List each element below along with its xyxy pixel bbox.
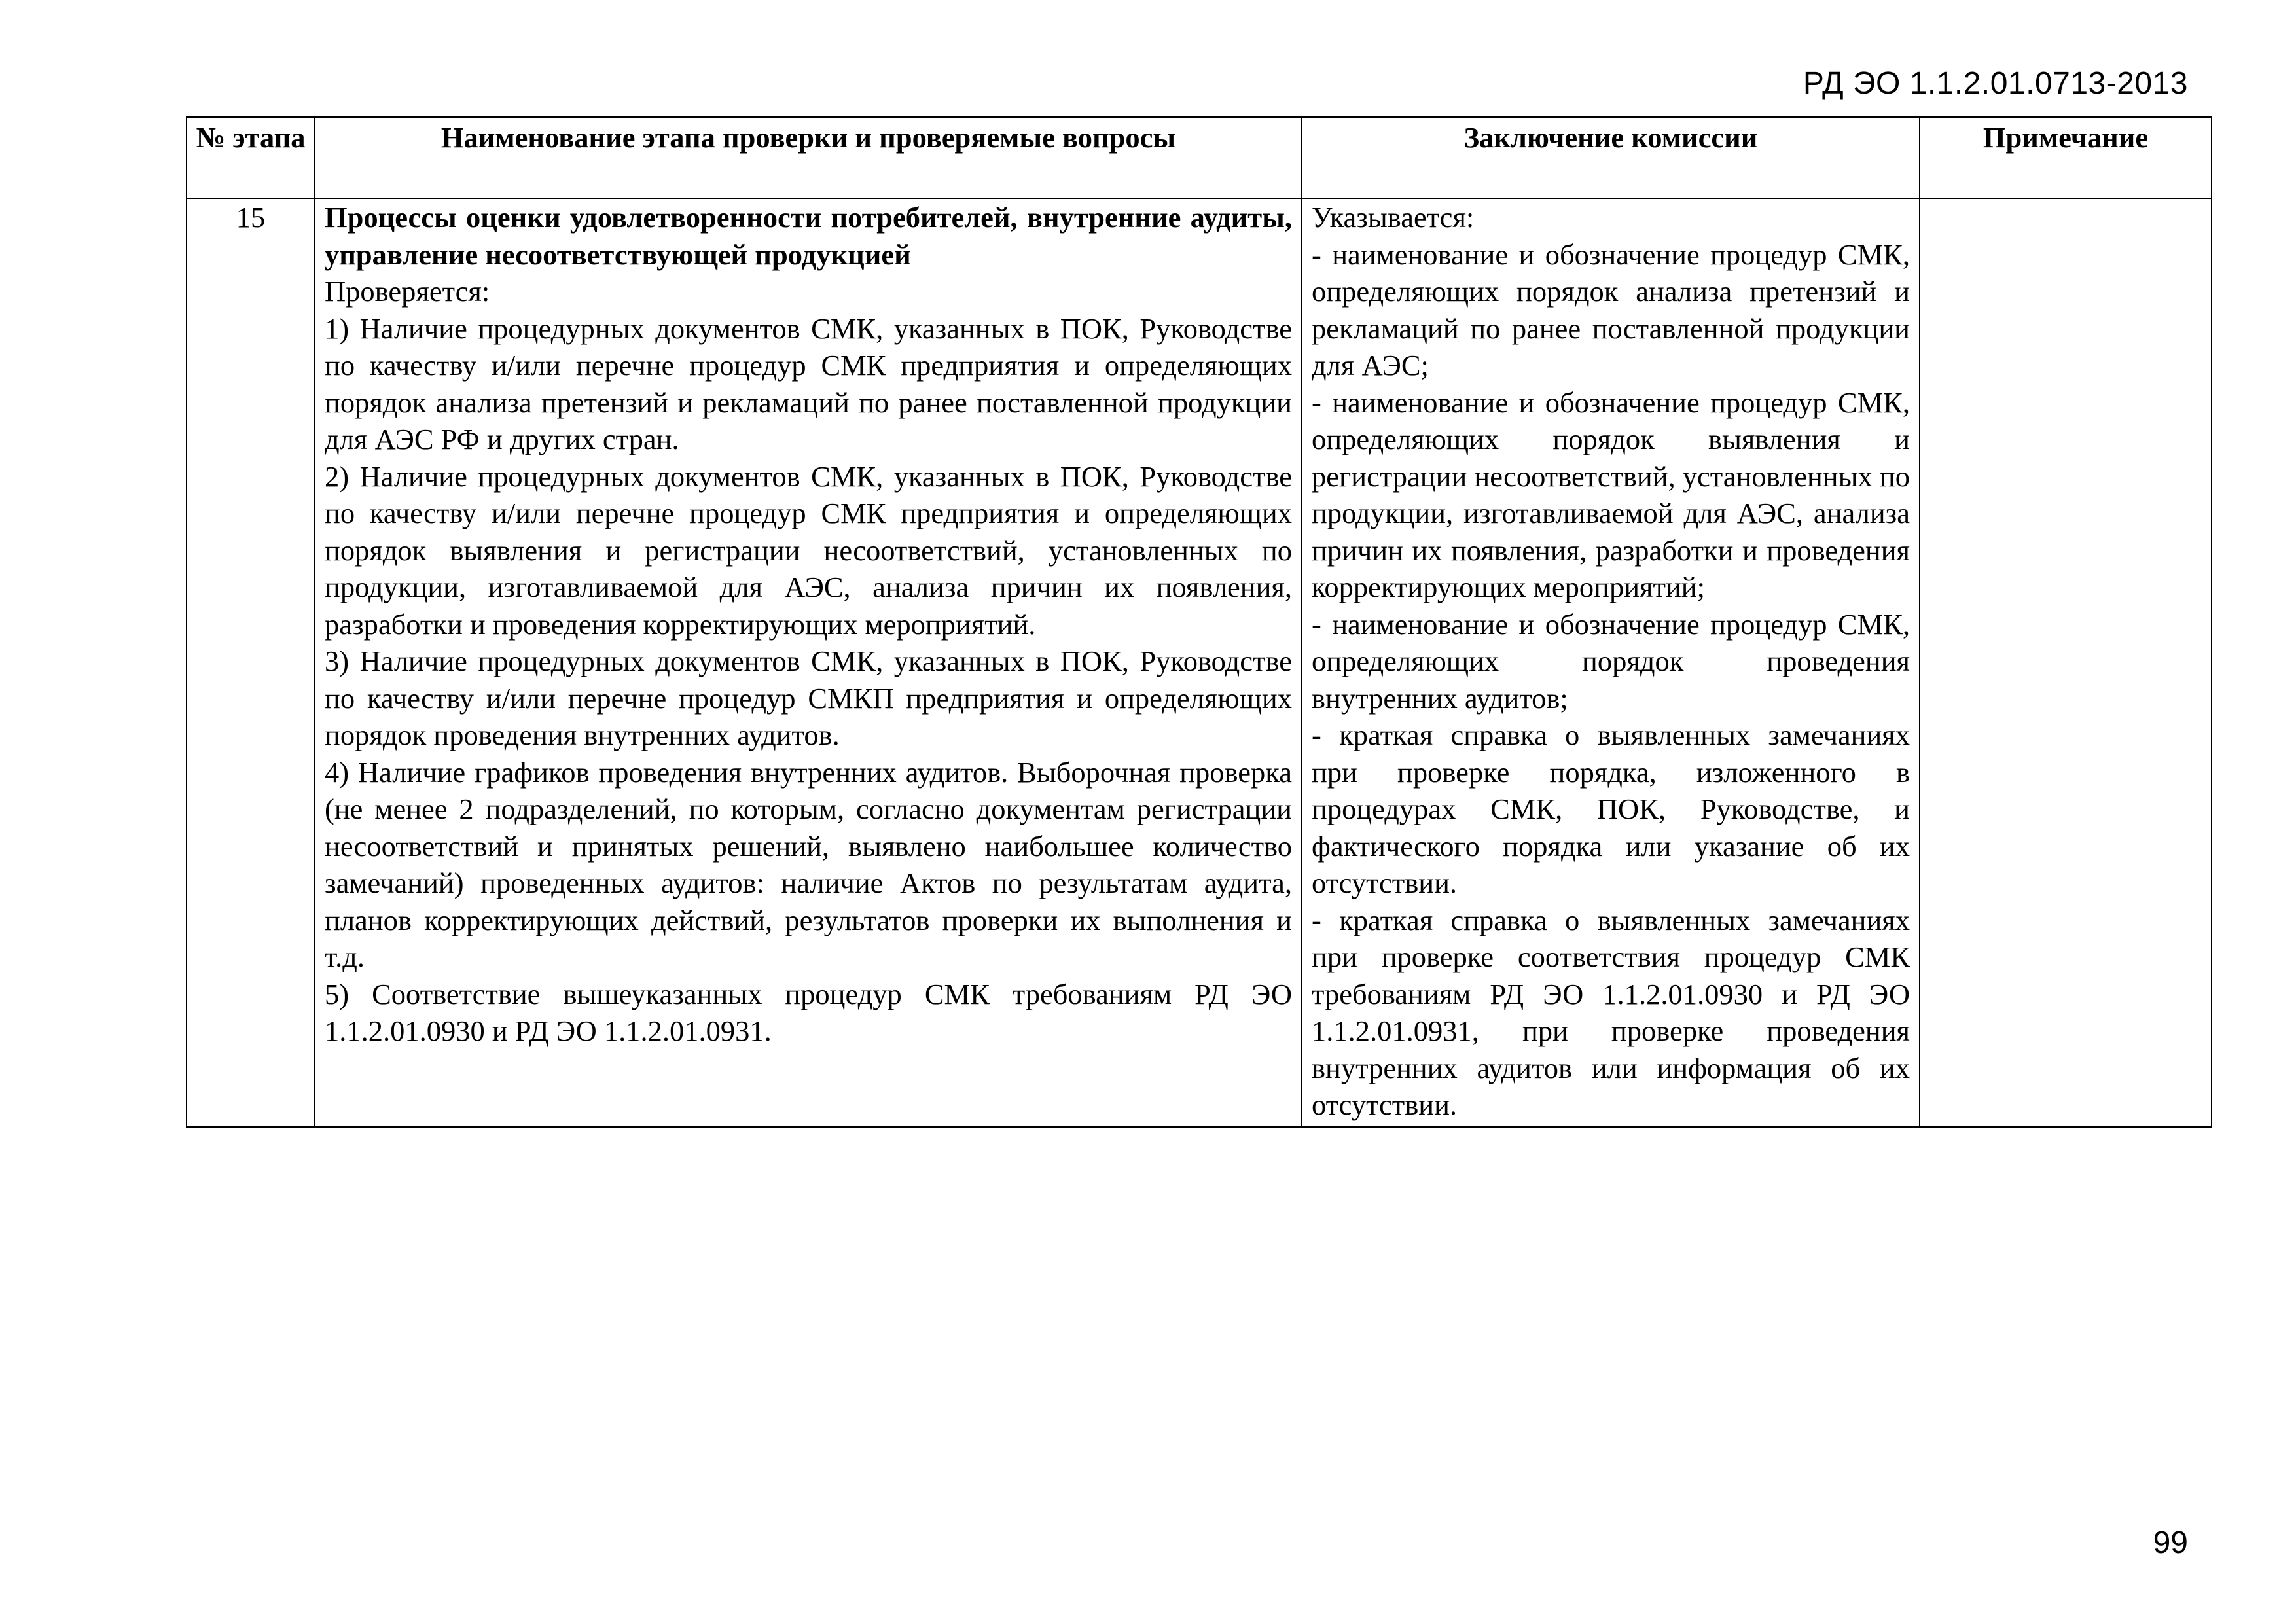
table-header-row (187, 117, 2212, 198)
checked-item: 1) Наличие процедурных документов СМК, указанных в ПОК, Руководстве по качеству и/или перечне процедур СМК предприятия и определяющих порядок анализа претензий и рекламаций по ранее поставленной продукции для АЭС РФ и других стран. (325, 312, 1292, 455)
page-number: 99 (2153, 1525, 2188, 1560)
checked-item: 2) Наличие процедурных документов СМК, указанных в ПОК, Руководстве по качеству и/или перечне процедур СМК предприятия и определяющих порядок выявления и регистрации несоответствий, установленных по продукции, изготавливаемой для АЭС, анализа причин их появления, разработки и проведения корректирующих мероприятий. (325, 459, 1292, 641)
checked-item: 4) Наличие графиков проведения внутренних аудитов. Выборочная проверка (не менее 2 подразделений, по которым, согласно документам регистрации несоответствий и принятых решений, выявлено наибольшее количество замечаний) проведенных аудитов: наличие Актов по результатам аудита, планов корректирующих действий, результатов проверки их выполнения и т.д. (325, 755, 1292, 973)
conclusion-label: Указывается: (1312, 201, 1475, 234)
column-header-conclusion: Заключение комиссии (1302, 117, 1920, 198)
checked-item: 3) Наличие процедурных документов СМК, указанных в ПОК, Руководстве по качеству и/или перечне процедур СМКП предприятия и определяющих порядок проведения внутренних аудитов. (325, 645, 1292, 751)
table-row (187, 198, 2212, 1127)
conclusion-item: - наименование и обозначение процедур СМК, определяющих порядок выявления и регистрации несоответствий, установленных по продукции, изготавливаемой для АЭС, анализа причин их появления, разработки и проведения корректирующих мероприятий; (1312, 385, 1910, 603)
checked-label: Проверяется: (325, 275, 490, 308)
column-header-note: Примечание (1920, 117, 2212, 198)
document-code: РД ЭО 1.1.2.01.0713-2013 (1803, 66, 2188, 101)
commission-conclusion-cell (1302, 198, 1920, 1127)
conclusion-item: - краткая справка о выявленных замечаниях при проверке соответствия процедур СМК требованиям РД ЭО 1.1.2.01.0930 и РД ЭО 1.1.2.01.0931, при проверке проведения внутренних аудитов или информация об их отсутствии. (1312, 903, 1910, 1121)
stage-description-cell (315, 198, 1302, 1127)
inspection-table (186, 116, 2212, 1128)
stage-title: Процессы оценки удовлетворенности потребителей, внутренние аудиты, управление несоответствующей продукцией (325, 201, 1292, 271)
column-header-stage-no: № этапа (187, 117, 315, 198)
conclusion-item: - наименование и обозначение процедур СМК, определяющих порядок проведения внутренних аудитов; (1312, 607, 1910, 715)
column-header-stage-name: Наименование этапа проверки и проверяемые вопросы (315, 117, 1302, 198)
note-cell (1920, 198, 2212, 1127)
checked-item: 5) Соответствие вышеуказанных процедур СМК требованиям РД ЭО 1.1.2.01.0930 и РД ЭО 1.1.2.01.0931. (325, 977, 1292, 1047)
conclusion-item: - краткая справка о выявленных замечаниях при проверке порядка, изложенного в процедурах СМК, ПОК, Руководстве, и фактического порядка или указание об их отсутствии. (1312, 719, 1910, 899)
conclusion-item: - наименование и обозначение процедур СМК, определяющих порядок анализа претензий и рекламаций по ранее поставленной продукции для АЭС; (1312, 238, 1910, 382)
stage-number-cell: 15 (187, 198, 315, 1127)
